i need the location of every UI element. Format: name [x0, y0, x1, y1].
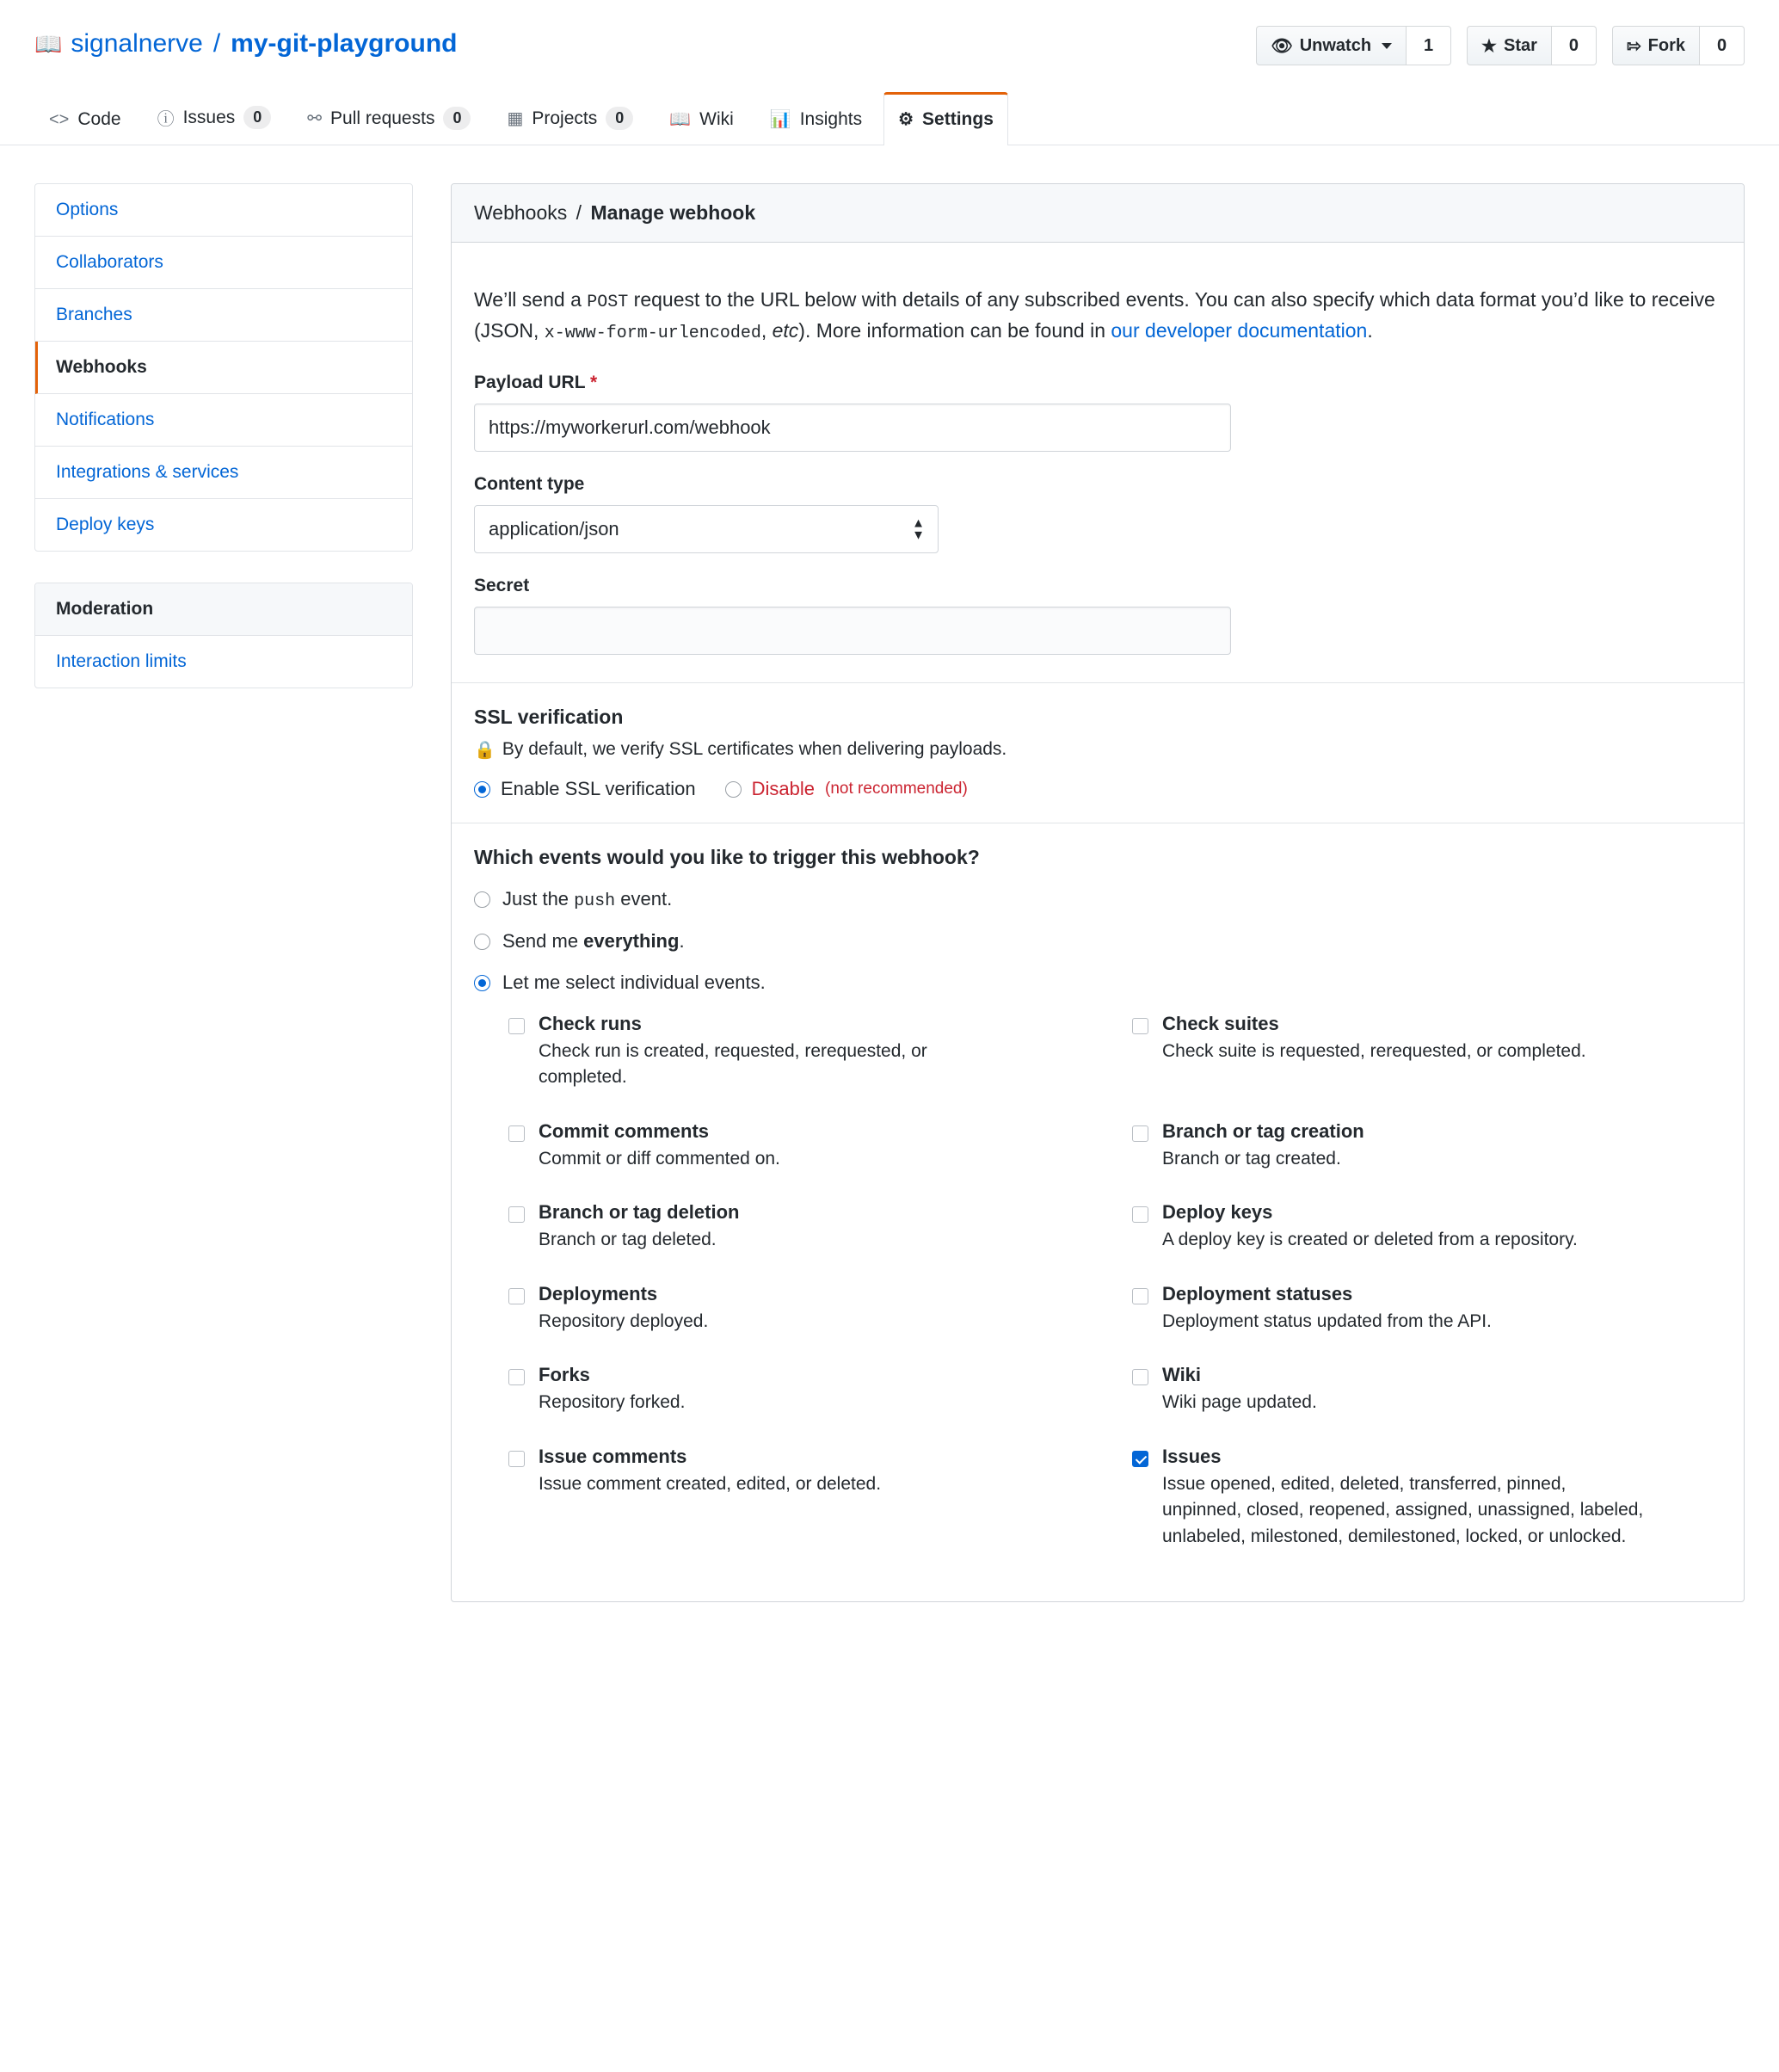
- event-wiki-checkbox[interactable]: [1132, 1369, 1148, 1385]
- fork-icon: ⇰: [1626, 36, 1641, 56]
- watch-count[interactable]: 1: [1407, 26, 1451, 65]
- lock-icon: 🔒: [474, 741, 496, 760]
- required-marker: *: [590, 373, 598, 392]
- event-wiki-name: Wiki: [1162, 1364, 1202, 1386]
- main-content: [451, 183, 1745, 1602]
- events-everything-label: [502, 930, 685, 953]
- tab-code-label: Code: [77, 109, 121, 129]
- chevron-updown-icon: ▲ ▼: [912, 515, 925, 542]
- event-forks-name: Forks: [539, 1364, 590, 1386]
- payload-url-input[interactable]: [474, 404, 1231, 452]
- ssl-title: SSL verification: [474, 706, 624, 728]
- event-deploy-keys-checkbox[interactable]: [1132, 1206, 1148, 1223]
- tab-issues-count: 0: [243, 106, 271, 129]
- event-branch-tag-creation-checkbox[interactable]: [1132, 1125, 1148, 1142]
- intro-part3: ,: [760, 319, 773, 342]
- star-button-group: [1467, 26, 1597, 65]
- event-issues-checkbox[interactable]: [1132, 1451, 1148, 1467]
- tab-wiki-label: Wiki: [699, 108, 734, 129]
- event-commit-comments[interactable]: [508, 1120, 1098, 1172]
- developer-documentation-link[interactable]: our developer documentation: [1111, 319, 1368, 342]
- ssl-verification-section: [452, 683, 1744, 823]
- sidebar-item-notifications[interactable]: Notifications: [35, 394, 412, 447]
- chevron-down-icon: [1382, 43, 1392, 49]
- event-branch-tag-creation[interactable]: [1132, 1120, 1721, 1172]
- tab-projects-label: Projects: [532, 108, 598, 128]
- tab-code[interactable]: [34, 93, 136, 145]
- sidebar-item-interaction-limits[interactable]: Interaction limits: [56, 651, 187, 671]
- event-check-suites-checkbox[interactable]: [1132, 1018, 1148, 1034]
- tab-insights-label: Insights: [799, 108, 863, 129]
- tab-pull-requests-count: 0: [443, 107, 471, 130]
- event-deployment-statuses[interactable]: [1132, 1283, 1721, 1335]
- book-icon: 📖: [669, 110, 692, 129]
- event-branch-tag-deletion[interactable]: [508, 1201, 1098, 1253]
- ssl-note-text: By default, we verify SSL certificates when delivering payloads.: [502, 739, 1007, 759]
- event-forks-checkbox[interactable]: [508, 1369, 525, 1385]
- sidebar-item-webhooks[interactable]: Webhooks: [35, 342, 412, 394]
- event-forks-desc: Repository forked.: [539, 1392, 686, 1413]
- events-section: [452, 823, 1744, 1601]
- event-deploy-keys-name: Deploy keys: [1162, 1201, 1273, 1224]
- event-check-runs[interactable]: [508, 1013, 1098, 1091]
- ssl-disable-radio[interactable]: [725, 781, 742, 798]
- breadcrumb-separator: /: [576, 201, 582, 224]
- event-deployments-desc: Repository deployed.: [539, 1310, 709, 1331]
- payload-url-label-text: Payload URL: [474, 373, 586, 392]
- ssl-disable-note: (not recommended): [825, 780, 968, 798]
- repo-name-link[interactable]: my-git-playground: [231, 29, 458, 58]
- sidebar-item-integrations-services[interactable]: Integrations & services: [35, 447, 412, 499]
- moderation-heading: Moderation: [35, 583, 412, 636]
- ssl-enable-label: Enable SSL verification: [501, 778, 696, 799]
- event-check-suites-desc: Check suite is requested, rerequested, or completed.: [1162, 1041, 1586, 1061]
- events-push-code: push: [574, 891, 616, 911]
- ssl-radio-group: [474, 778, 1721, 800]
- event-branch-tag-creation-desc: Branch or tag created.: [1162, 1148, 1341, 1169]
- tab-settings-label: Settings: [922, 108, 994, 129]
- payload-url-label: [474, 373, 1721, 393]
- code-icon: <>: [49, 109, 70, 129]
- tab-pull-requests[interactable]: [292, 90, 485, 145]
- event-issues-desc: Issue opened, edited, deleted, transferred, pinned, unpinned, closed, reopened, assigned, unassigned, labeled, unlabeled, milestoned, demilestoned, locked, or unlocked.: [1162, 1473, 1644, 1546]
- project-icon: ▦: [507, 109, 524, 128]
- secret-input[interactable]: [474, 607, 1231, 655]
- event-deployments-name: Deployments: [539, 1282, 658, 1304]
- events-push-prefix: Just the: [502, 888, 575, 910]
- event-deploy-keys-desc: A deploy key is created or deleted from a repository.: [1162, 1230, 1578, 1250]
- content-type-select[interactable]: [474, 505, 939, 553]
- event-branch-tag-deletion-desc: Branch or tag deleted.: [539, 1230, 717, 1250]
- tab-wiki[interactable]: [655, 92, 748, 145]
- tab-issues[interactable]: [143, 89, 286, 145]
- event-branch-tag-creation-name: Branch or tag creation: [1162, 1119, 1364, 1142]
- event-commit-comments-checkbox[interactable]: [508, 1125, 525, 1142]
- intro-code-post: POST: [587, 293, 629, 312]
- secret-field: [474, 576, 1721, 655]
- event-issue-comments[interactable]: [508, 1446, 1098, 1550]
- star-count[interactable]: 0: [1552, 26, 1597, 65]
- sidebar-item-collaborators[interactable]: Collaborators: [35, 237, 412, 289]
- event-check-runs-desc: Check run is created, requested, rerequested, or completed.: [539, 1041, 927, 1088]
- settings-sidebar: [34, 183, 413, 1602]
- ssl-note: [474, 739, 1721, 761]
- tab-projects-count: 0: [606, 107, 633, 130]
- intro-part5: .: [1367, 319, 1373, 342]
- event-branch-tag-deletion-name: Branch or tag deletion: [539, 1201, 740, 1224]
- repo-owner-link[interactable]: signalnerve: [71, 29, 203, 58]
- graph-icon: 📊: [769, 110, 791, 129]
- event-deployment-statuses-name: Deployment statuses: [1162, 1282, 1353, 1304]
- star-icon: ★: [1481, 36, 1497, 56]
- intro-part4: ). More information can be found in: [798, 319, 1111, 342]
- intro-em-etc: etc: [772, 319, 799, 342]
- breadcrumb-webhooks-link[interactable]: Webhooks: [474, 201, 568, 224]
- event-issue-comments-name: Issue comments: [539, 1445, 687, 1467]
- event-deployment-statuses-checkbox[interactable]: [1132, 1288, 1148, 1304]
- sidebar-item-deploy-keys[interactable]: Deploy keys: [56, 515, 155, 534]
- ssl-disable-label: Disable: [751, 778, 816, 799]
- fork-button-group: [1612, 26, 1745, 65]
- intro-code-urlencoded: x-www-form-urlencoded: [544, 324, 761, 343]
- git-pull-request-icon: ⚯: [307, 109, 323, 128]
- webhook-form-section: [452, 243, 1744, 683]
- events-push-radio[interactable]: [474, 891, 490, 908]
- event-check-runs-checkbox[interactable]: [508, 1018, 525, 1034]
- star-label: Star: [1503, 35, 1537, 55]
- repo-header: [0, 0, 1779, 65]
- settings-menu: [34, 183, 413, 552]
- content-type-field: [474, 474, 1721, 553]
- event-deployments[interactable]: [508, 1283, 1098, 1335]
- events-option-individual[interactable]: [474, 971, 1721, 994]
- events-option-push[interactable]: [474, 888, 1721, 911]
- star-button[interactable]: [1467, 26, 1552, 65]
- events-option-everything[interactable]: [474, 930, 1721, 953]
- sidebar-item-branches[interactable]: Branches: [35, 289, 412, 342]
- intro-part2: request to the URL below with details of any subscribed events. You can also specify which data format you’d like to receive (JSON,: [474, 288, 1715, 342]
- ssl-enable-radio[interactable]: [474, 781, 490, 798]
- fork-count[interactable]: 0: [1700, 26, 1745, 65]
- event-branch-tag-deletion-checkbox[interactable]: [508, 1206, 525, 1223]
- unwatch-button[interactable]: [1256, 26, 1407, 65]
- unwatch-label: Unwatch: [1299, 35, 1372, 55]
- event-commit-comments-name: Commit comments: [539, 1119, 710, 1142]
- fork-button[interactable]: [1612, 26, 1700, 65]
- event-issue-comments-desc: Issue comment created, edited, or deleted.: [539, 1473, 882, 1494]
- repo-name-separator: /: [212, 29, 221, 58]
- repo-breadcrumb: [34, 22, 457, 59]
- event-forks[interactable]: [508, 1364, 1098, 1415]
- intro-part1: We’ll send a: [474, 288, 588, 311]
- events-everything-prefix: Send me: [502, 930, 584, 952]
- ssl-disable-option[interactable]: [725, 778, 968, 800]
- event-checkbox-grid: [474, 1013, 1721, 1579]
- tab-projects[interactable]: [492, 90, 648, 145]
- events-individual-label: Let me select individual events.: [502, 971, 766, 993]
- page-body: [0, 145, 1779, 1640]
- breadcrumb: [452, 184, 1744, 243]
- events-push-suffix: event.: [615, 888, 673, 910]
- fork-label: Fork: [1647, 35, 1685, 55]
- events-everything-radio[interactable]: [474, 934, 490, 950]
- webhook-intro: [474, 285, 1721, 347]
- tab-insights[interactable]: [755, 92, 877, 145]
- repo-nav: [0, 88, 1779, 145]
- repo-icon: 📖: [34, 31, 63, 57]
- moderation-menu: [34, 583, 413, 688]
- event-check-suites-name: Check suites: [1162, 1013, 1279, 1034]
- sidebar-item-options[interactable]: Options: [35, 184, 412, 237]
- event-check-suites[interactable]: [1132, 1013, 1721, 1091]
- event-commit-comments-desc: Commit or diff commented on.: [539, 1148, 780, 1169]
- event-issues-name: Issues: [1162, 1445, 1222, 1467]
- event-deployment-statuses-desc: Deployment status updated from the API.: [1162, 1310, 1492, 1331]
- events-everything-suffix: .: [679, 930, 685, 952]
- event-wiki[interactable]: [1132, 1364, 1721, 1415]
- gear-icon: ⚙: [898, 110, 914, 129]
- events-push-label: [502, 888, 672, 911]
- tab-issues-label: Issues: [182, 107, 236, 127]
- tab-settings[interactable]: [883, 92, 1008, 145]
- event-wiki-desc: Wiki page updated.: [1162, 1392, 1317, 1413]
- repo-actions: [1256, 22, 1745, 65]
- content-type-select-wrap: [474, 505, 939, 553]
- event-deployments-checkbox[interactable]: [508, 1288, 525, 1304]
- issue-opened-icon: ⓘ: [157, 110, 175, 129]
- events-everything-bold: everything: [583, 930, 680, 952]
- event-check-runs-name: Check runs: [539, 1013, 642, 1034]
- watch-button-group: [1256, 26, 1451, 65]
- events-question: Which events would you like to trigger this webhook?: [474, 846, 980, 868]
- event-issues[interactable]: [1132, 1446, 1721, 1550]
- ssl-enable-option[interactable]: [474, 778, 696, 800]
- payload-url-field: [474, 373, 1721, 452]
- secret-label: Secret: [474, 576, 530, 595]
- webhook-box: [451, 183, 1745, 1602]
- tab-pull-requests-label: Pull requests: [330, 108, 435, 128]
- content-type-label: Content type: [474, 474, 585, 494]
- events-individual-radio[interactable]: [474, 975, 490, 991]
- event-deploy-keys[interactable]: [1132, 1201, 1721, 1253]
- eye-icon: 👁: [1271, 36, 1293, 56]
- breadcrumb-current: Manage webhook: [590, 201, 756, 224]
- event-issue-comments-checkbox[interactable]: [508, 1451, 525, 1467]
